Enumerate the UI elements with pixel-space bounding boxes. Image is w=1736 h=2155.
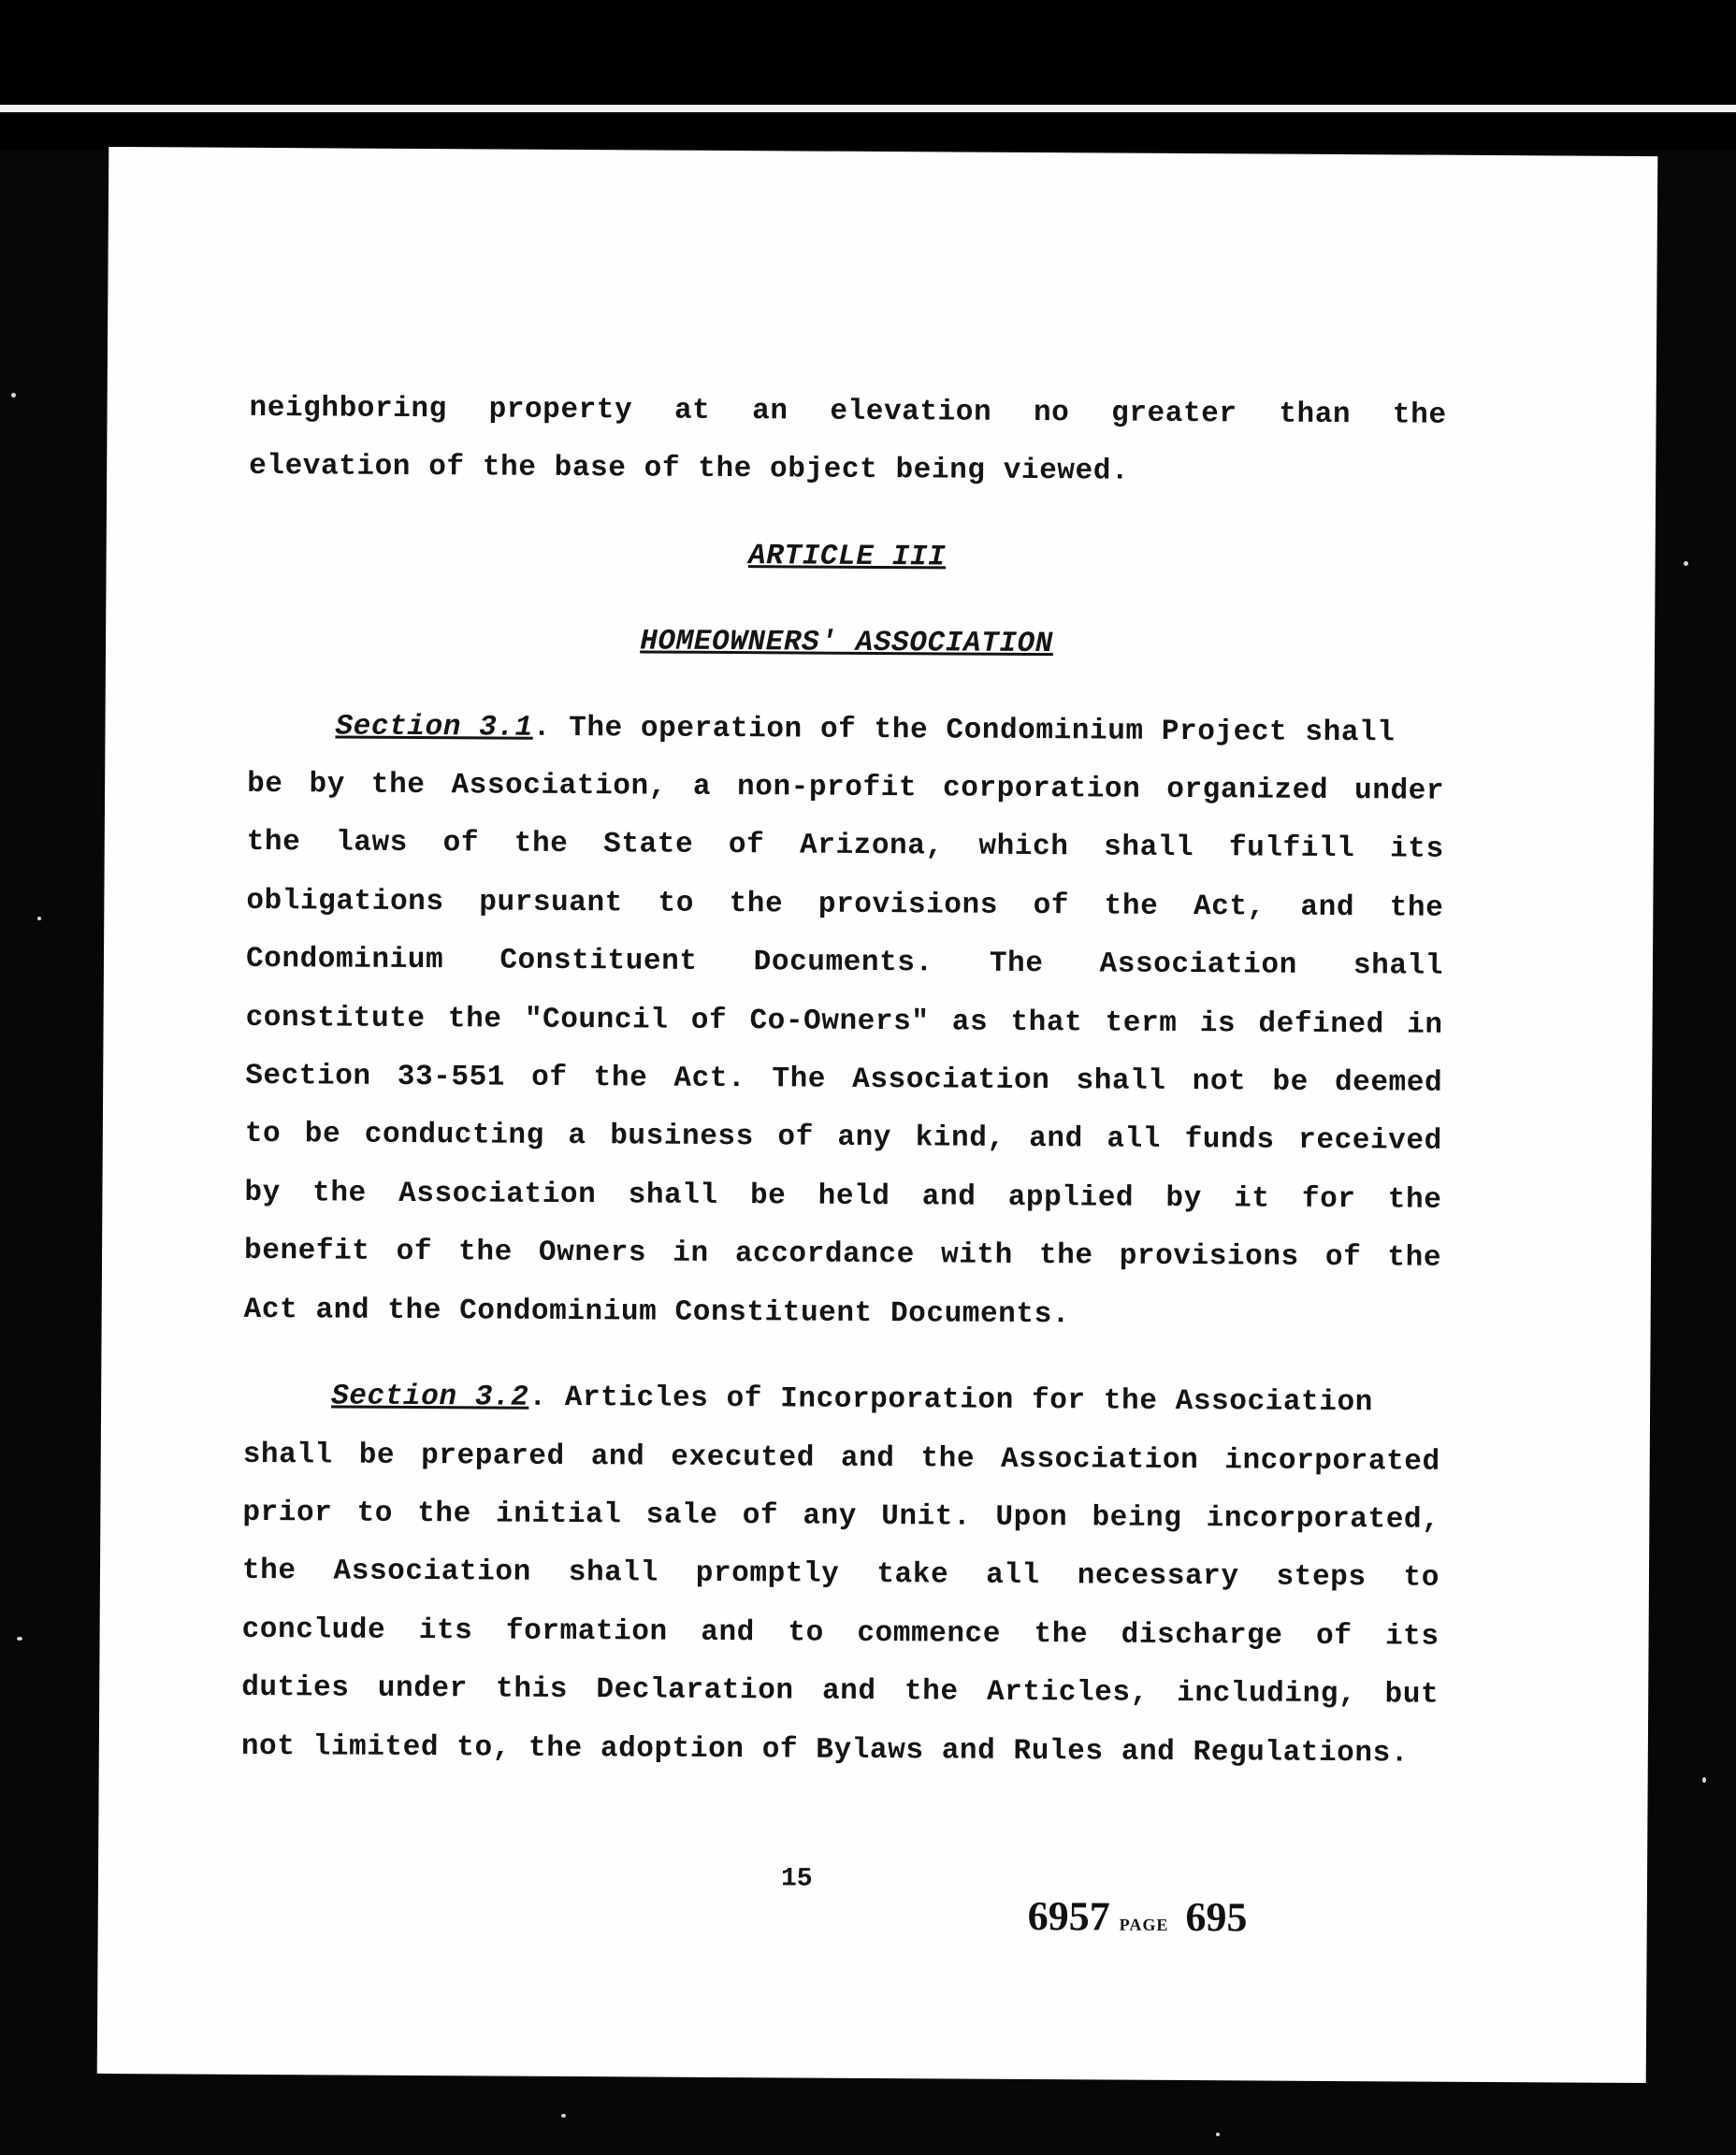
book-number: 6957	[1027, 1892, 1110, 1940]
text-line: prior to the initial sale of any Unit. Upon being incorporated,	[242, 1496, 1440, 1537]
scan-speck	[1702, 1777, 1706, 1783]
section-label: Section 3.1	[335, 710, 533, 745]
section-first-line: . Articles of Incorporation for the Association	[528, 1381, 1374, 1420]
page-number: 15	[780, 1864, 813, 1894]
scan-speck	[1216, 2133, 1220, 2136]
text-line: the laws of the State of Arizona, which shall fulfill its	[246, 826, 1444, 867]
text-line: conclude its formation and to commence the discharge of its	[241, 1613, 1439, 1654]
text-line: neighboring property at an elevation no greater than the	[249, 391, 1447, 432]
document-body	[241, 380, 1447, 1784]
scan-speck	[37, 917, 41, 920]
section-heading-line	[243, 1367, 1440, 1433]
scan-speck	[1684, 561, 1688, 566]
scan-top-rule	[0, 105, 1736, 112]
article-subtitle: HOMEOWNERS' ASSOCIATION	[640, 625, 1054, 661]
text-line: Condominium Constituent Documents. The Association shall	[245, 943, 1444, 983]
text-line: be by the Association, a non-profit corporation organized under	[247, 767, 1445, 808]
text-line: by the Association shall be held and applied by it for the	[244, 1176, 1442, 1217]
text-line: to be conducting a business of any kind, and all funds received	[244, 1118, 1442, 1159]
recording-stamp	[1028, 1892, 1248, 1941]
text-line: obligations pursuant to the provisions of the Act, and the	[246, 884, 1444, 925]
book-page-word: PAGE	[1119, 1915, 1169, 1934]
text-line: elevation of the base of the object being viewed.	[249, 450, 1130, 489]
text-line: shall be prepared and executed and the Association incorporated	[242, 1438, 1440, 1479]
text-line: Act and the Condominium Constituent Documents.	[243, 1293, 1071, 1331]
document-page	[97, 147, 1658, 2083]
scan-speck	[17, 1637, 22, 1641]
book-page-number: 695	[1185, 1894, 1248, 1941]
section-heading-line	[247, 698, 1444, 763]
text-line: not limited to, the adoption of Bylaws and Rules and Regulations.	[240, 1729, 1410, 1771]
section-first-line: . The operation of the Condominium Project shall	[532, 711, 1396, 749]
text-line: duties under this Declaration and the Articles, including, but	[241, 1670, 1439, 1712]
text-line: benefit of the Owners in accordance with the provisions of the	[243, 1235, 1442, 1275]
text-line: Section 33-551 of the Act. The Association shall not be deemed	[245, 1059, 1443, 1100]
scan-top-band	[0, 0, 1736, 150]
text-line: constitute the "Council of Co-Owners" as that term is defined in	[245, 1001, 1443, 1042]
section-label: Section 3.2	[331, 1380, 529, 1414]
scan-speck	[561, 2114, 566, 2118]
text-line: the Association shall promptly take all necessary steps to	[241, 1555, 1440, 1595]
scan-speck	[11, 393, 16, 398]
article-title: ARTICLE III	[747, 539, 947, 574]
